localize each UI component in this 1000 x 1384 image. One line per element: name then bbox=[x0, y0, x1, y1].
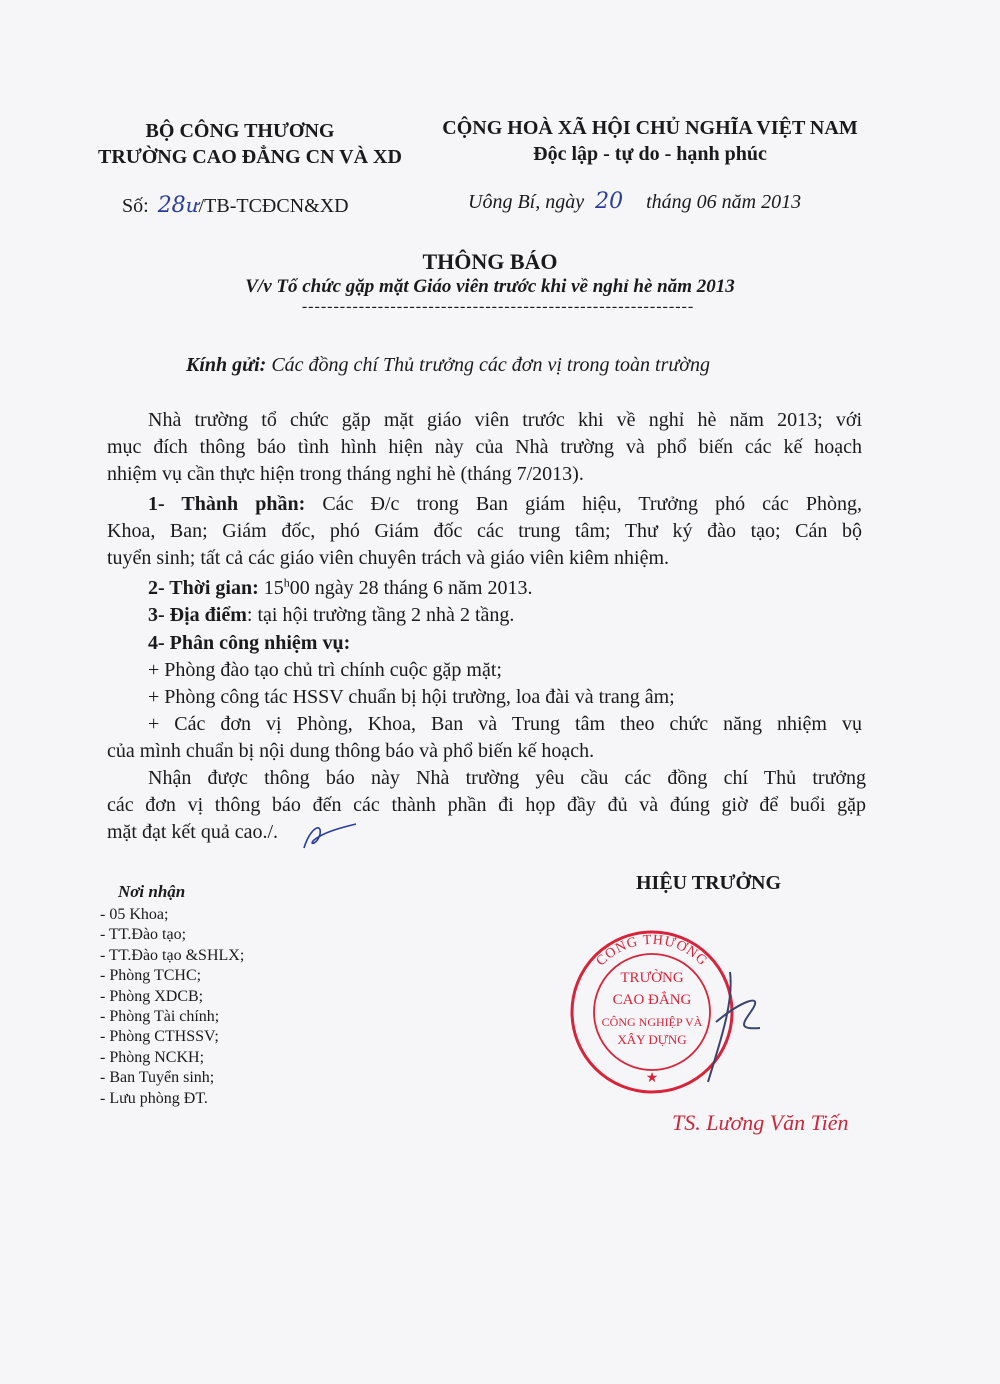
stamp-star-icon: ★ bbox=[645, 1071, 659, 1086]
section-3 bbox=[148, 602, 514, 628]
recipient-item: - Phòng Tài chính; bbox=[100, 1008, 220, 1026]
section-4-label: 4- Phân công nhiệm vụ: bbox=[148, 632, 351, 654]
section-1-line-2: Khoa, Ban; Giám đốc, phó Giám đốc các trung tâm; Thư ký đào tạo; Cán bộ bbox=[107, 520, 862, 542]
signer-name-text: TS. Lương Văn Tiến bbox=[672, 1110, 849, 1135]
stamp-line-2: CAO ĐẲNG bbox=[612, 992, 692, 1008]
section-1-text: Các Đ/c trong Ban giám hiệu, Trưởng phó các Phòng, bbox=[322, 493, 863, 515]
section-1-line-1 bbox=[148, 491, 862, 517]
section-4-item-1: + Phòng đào tạo chủ trì chính cuộc gặp mặt; bbox=[148, 659, 502, 681]
closing-line-3: mặt đạt kết quả cao./. bbox=[107, 821, 279, 843]
section-1-line-3: tuyển sinh; tất cả các giáo viên chuyên trách và giáo viên kiêm nhiệm. bbox=[107, 547, 670, 569]
section-2-hour-sup: h bbox=[283, 575, 290, 590]
addressee-label: Kính gửi: bbox=[186, 354, 267, 376]
recipient-item: - Phòng TCHC; bbox=[100, 967, 202, 985]
recipient-item: - TT.Đào tạo; bbox=[100, 926, 187, 944]
handwritten-slash-mark: ư bbox=[185, 193, 199, 217]
title-divider: -------------------------------------------------------------- bbox=[301, 298, 695, 315]
recipient-item: - 05 Khoa; bbox=[100, 906, 169, 923]
date-line bbox=[468, 189, 801, 214]
stamp-line-1: TRƯỜNG bbox=[620, 970, 684, 986]
signature-title: HIỆU TRƯỞNG bbox=[636, 872, 782, 894]
date-rest: tháng 06 năm 2013 bbox=[646, 191, 802, 213]
doc-number bbox=[122, 193, 349, 218]
section-2-hour: 15 bbox=[263, 577, 284, 599]
ministry-name: BỘ CÔNG THƯƠNG bbox=[145, 120, 335, 142]
date-day-handwritten: 20 bbox=[595, 189, 624, 214]
section-2-label: 2- Thời gian: bbox=[148, 577, 259, 599]
signer-name bbox=[672, 1110, 849, 1136]
section-4-item-2: + Phòng công tác HSSV chuẩn bị hội trường, loa đài và trang âm; bbox=[148, 686, 675, 708]
doc-subject: V/v Tổ chức gặp mặt Giáo viên trước khi về nghỉ hè năm 2013 bbox=[245, 276, 735, 297]
intro-line-3: nhiệm vụ cần thực hiện trong tháng nghỉ hè (tháng 7/2013). bbox=[107, 463, 584, 485]
doc-number-handwritten: 28 bbox=[157, 193, 186, 218]
stamp-arc-text: CÔNG THƯƠNG bbox=[593, 932, 711, 970]
section-2 bbox=[148, 575, 532, 601]
recipient-item: - TT.Đào tạo &SHLX; bbox=[100, 946, 245, 964]
intro-line-2: mục đích thông báo tình hình hiện này của Nhà trường và phổ biến các kế hoạch bbox=[107, 436, 862, 458]
section-4-item-3-line-2: của mình chuẩn bị nội dung thông báo và phổ biến kế hoạch. bbox=[107, 740, 595, 762]
addressee bbox=[186, 354, 710, 377]
doc-title: THÔNG BÁO bbox=[422, 249, 558, 274]
closing-line-2: các đơn vị thông báo đến các thành phần đi họp đầy đủ và đúng giờ để buổi gặp bbox=[107, 794, 866, 816]
recipient-item: - Ban Tuyển sinh; bbox=[100, 1069, 215, 1087]
recipients-list bbox=[100, 905, 360, 1109]
intro-line-1: Nhà trường tổ chức gặp mặt giáo viên trước khi về nghỉ hè năm 2013; với bbox=[148, 409, 862, 431]
stamp-line-3: CÔNG NGHIỆP VÀ bbox=[601, 1015, 703, 1029]
section-3-label: 3- Địa điểm bbox=[148, 604, 247, 626]
initial-flourish-icon bbox=[300, 818, 360, 854]
doc-number-suffix: /TB-TCĐCN&XD bbox=[198, 195, 349, 217]
school-name: TRƯỜNG CAO ĐẲNG CN VÀ XD bbox=[98, 146, 402, 168]
stamp-line-4: XÂY DỰNG bbox=[617, 1032, 687, 1047]
section-4-item-3-line-1: + Các đơn vị Phòng, Khoa, Ban và Trung tâm theo chức năng nhiệm vụ bbox=[148, 713, 862, 735]
closing-line-1: Nhận được thông báo này Nhà trường yêu cầu các đồng chí Thủ trưởng bbox=[148, 767, 866, 789]
date-place: Uông Bí, ngày bbox=[468, 191, 585, 213]
handwritten-signature bbox=[660, 962, 780, 1092]
recipient-item: - Phòng XDCB; bbox=[100, 987, 204, 1005]
addressee-text: Các đồng chí Thủ trưởng các đơn vị trong toàn trường bbox=[271, 354, 710, 376]
recipient-item: - Lưu phòng ĐT. bbox=[100, 1089, 208, 1107]
recipient-item: - Phòng CTHSSV; bbox=[100, 1028, 219, 1046]
section-3-rest: : tại hội trường tầng 2 nhà 2 tầng. bbox=[246, 604, 515, 626]
section-2-rest: 00 ngày 28 tháng 6 năm 2013. bbox=[289, 577, 533, 599]
nation-name: CỘNG HOÀ XÃ HỘI CHỦ NGHĨA VIỆT NAM bbox=[442, 117, 858, 139]
nation-motto: Độc lập - tự do - hạnh phúc bbox=[533, 143, 767, 165]
section-1-label: 1- Thành phần: bbox=[148, 493, 306, 515]
doc-number-prefix: Số: bbox=[122, 195, 149, 217]
recipient-item: - Phòng NCKH; bbox=[100, 1048, 205, 1066]
recipients-title: Nơi nhận bbox=[118, 882, 186, 901]
